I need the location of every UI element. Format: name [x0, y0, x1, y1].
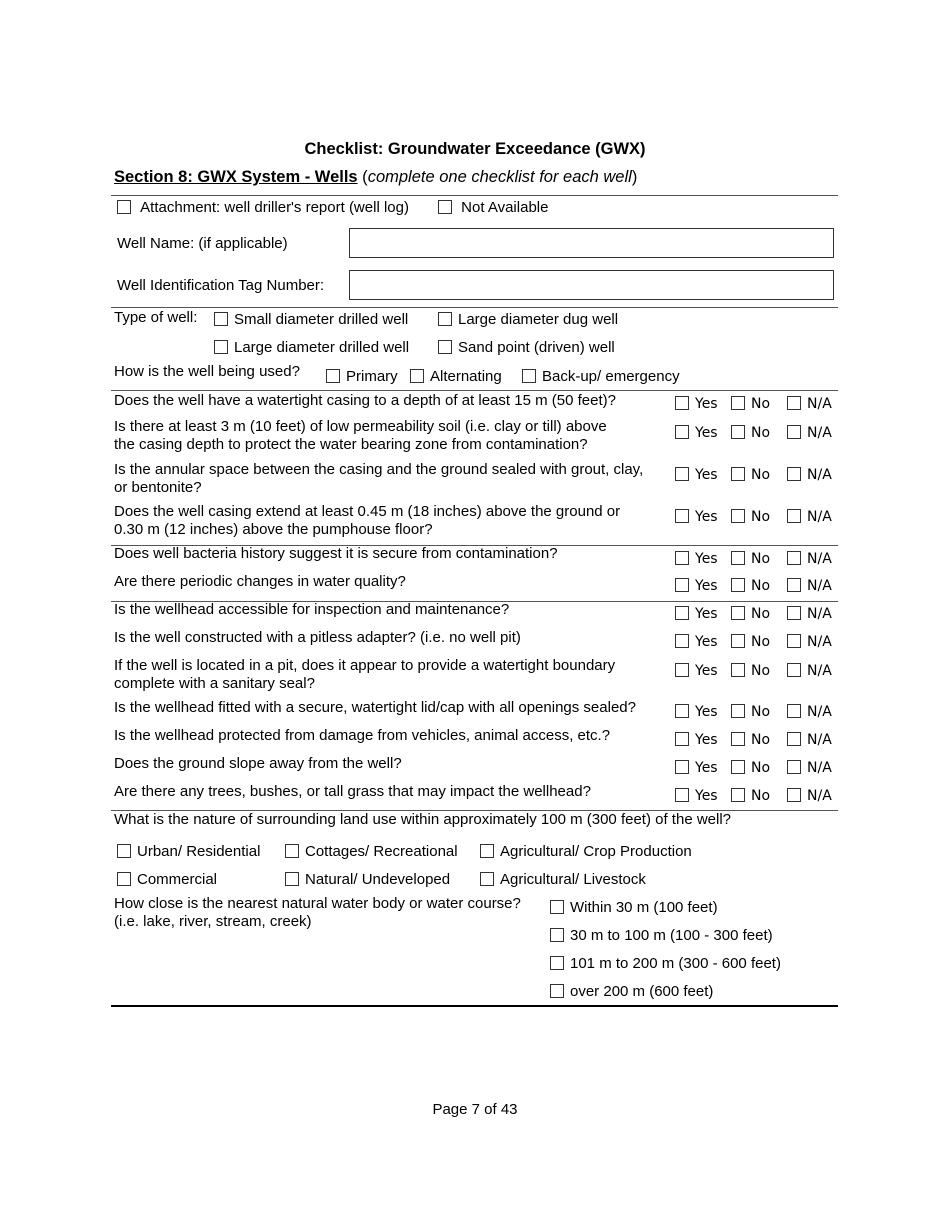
yes-checkbox[interactable] [675, 606, 689, 620]
question-text [114, 699, 669, 717]
usage-option-label: Back-up/ emergency [542, 368, 680, 385]
attachment-checkbox[interactable] [117, 200, 131, 214]
land-use-label: Natural/ Undeveloped [305, 871, 451, 888]
no-checkbox[interactable] [731, 760, 745, 774]
land-cottages-checkbox[interactable] [285, 844, 299, 858]
water-body-label: 101 m to 200 m (300 - 600 feet) [570, 955, 781, 972]
na-checkbox[interactable] [787, 634, 801, 648]
usage-option-label: Primary [346, 368, 398, 385]
answer-option [787, 425, 832, 441]
no-checkbox[interactable] [731, 396, 745, 410]
answer-label: No [751, 634, 771, 650]
question-line: Is the wellhead protected from damage from vehicles, animal access, etc.? [114, 727, 611, 744]
well-tag-field[interactable] [349, 270, 834, 300]
answer-option [787, 578, 832, 594]
usage-option [410, 368, 502, 386]
not-available-row [438, 199, 548, 217]
answer-option [787, 704, 832, 720]
no-checkbox[interactable] [731, 551, 745, 565]
question-line: Is the wellhead fitted with a secure, watertight lid/cap with all openings sealed? [114, 699, 636, 716]
land-use-option [117, 843, 260, 861]
na-checkbox[interactable] [787, 606, 801, 620]
question-text [114, 392, 669, 410]
answer-label: No [751, 760, 771, 776]
land-use-label: Urban/ Residential [137, 843, 261, 860]
yes-checkbox[interactable] [675, 425, 689, 439]
water-body-label: 30 m to 100 m (100 - 300 feet) [570, 927, 773, 944]
answer-option [731, 704, 770, 720]
answer-label: No [751, 467, 771, 483]
na-checkbox[interactable] [787, 732, 801, 746]
land-use-option [285, 871, 450, 889]
answer-option [675, 578, 718, 594]
question-line: complete with a sanitary seal? [114, 675, 315, 692]
answer-label: Yes [695, 704, 718, 720]
answer-label: Yes [695, 425, 718, 441]
usage-backup-checkbox[interactable] [522, 369, 536, 383]
no-checkbox[interactable] [731, 606, 745, 620]
answer-option [787, 396, 832, 412]
usage-primary-checkbox[interactable] [326, 369, 340, 383]
no-checkbox[interactable] [731, 578, 745, 592]
page-number: Page 7 of 43 [432, 1101, 518, 1118]
answer-option [731, 578, 770, 594]
answer-option [787, 760, 832, 776]
section-note: complete one checklist for each well [367, 168, 632, 186]
question-text [114, 601, 669, 619]
answer-label: Yes [695, 578, 718, 594]
na-checkbox[interactable] [787, 663, 801, 677]
water-body-question: How close is the nearest natural water body or water course? [114, 895, 521, 912]
yes-checkbox[interactable] [675, 551, 689, 565]
no-checkbox[interactable] [731, 467, 745, 481]
divider [111, 195, 838, 196]
well-tag-label: Well Identification Tag Number: [117, 277, 325, 294]
land-use-option [480, 843, 692, 861]
answer-option [731, 606, 770, 622]
answer-label: Yes [695, 551, 718, 567]
type-option [438, 339, 615, 357]
type-option-label: Large diameter drilled well [234, 339, 410, 356]
question-text [114, 727, 669, 745]
type-small-drilled-checkbox[interactable] [214, 312, 228, 326]
land-use-label: Cottages/ Recreational [305, 843, 458, 860]
question-line: Does well bacteria history suggest it is secure from contamination? [114, 545, 558, 562]
land-commercial-checkbox[interactable] [117, 872, 131, 886]
na-checkbox[interactable] [787, 760, 801, 774]
water-within-30-checkbox[interactable] [550, 900, 564, 914]
yes-checkbox[interactable] [675, 634, 689, 648]
answer-option [787, 606, 832, 622]
divider [111, 601, 838, 602]
answer-option [731, 634, 770, 650]
type-option-label: Large diameter dug well [458, 311, 619, 328]
divider [111, 1005, 838, 1007]
land-use-question: What is the nature of surrounding land use within approximately 100 m (300 feet) of the well? [114, 811, 732, 828]
water-body-option [550, 983, 713, 1001]
answer-option [675, 396, 718, 412]
answer-option [675, 467, 718, 483]
question-line: Is the well constructed with a pitless adapter? (i.e. no well pit) [114, 629, 521, 646]
question-line: Does the well have a watertight casing to a depth of at least 15 m (50 feet)? [114, 392, 616, 409]
answer-label: N/A [807, 788, 832, 804]
yes-checkbox[interactable] [675, 760, 689, 774]
answer-option [675, 425, 718, 441]
section-note-close: ) [631, 168, 638, 186]
question-line: Is there at least 3 m (10 feet) of low permeability soil (i.e. clay or till) above [114, 418, 607, 435]
water-body-label: over 200 m (600 feet) [570, 983, 714, 1000]
usage-option [326, 368, 398, 386]
usage-option-label: Alternating [430, 368, 502, 385]
na-checkbox[interactable] [787, 704, 801, 718]
question-line: If the well is located in a pit, does it appear to provide a watertight boundary [114, 657, 616, 674]
answer-label: Yes [695, 788, 718, 804]
answer-option [675, 606, 718, 622]
answer-label: N/A [807, 396, 832, 412]
answer-label: N/A [807, 551, 832, 567]
attachment-row [117, 199, 409, 217]
type-option [214, 339, 409, 357]
section-title: Section 8: GWX System - Wells [114, 168, 358, 186]
yes-checkbox[interactable] [675, 509, 689, 523]
question-text [114, 755, 669, 773]
answer-option [787, 732, 832, 748]
well-name-label: Well Name: (if applicable) [117, 235, 288, 252]
no-checkbox[interactable] [731, 704, 745, 718]
answer-option [675, 509, 718, 525]
yes-checkbox[interactable] [675, 467, 689, 481]
yes-checkbox[interactable] [675, 578, 689, 592]
type-option [214, 311, 408, 329]
answer-option [731, 467, 770, 483]
question-line: 0.30 m (12 inches) above the pumphouse floor? [114, 521, 433, 538]
land-natural-checkbox[interactable] [285, 872, 299, 886]
question-line: Does the well casing extend at least 0.45 m (18 inches) above the ground or [114, 503, 621, 520]
answer-option [787, 551, 832, 567]
land-use-label: Agricultural/ Crop Production [500, 843, 692, 860]
answer-label: N/A [807, 509, 832, 525]
land-crop-checkbox[interactable] [480, 844, 494, 858]
water-body-option [550, 927, 773, 945]
no-checkbox[interactable] [731, 634, 745, 648]
type-large-dug-checkbox[interactable] [438, 312, 452, 326]
answer-label: Yes [695, 760, 718, 776]
question-line: Is the annular space between the casing and the ground sealed with grout, clay, [114, 461, 644, 478]
na-checkbox[interactable] [787, 509, 801, 523]
answer-label: Yes [695, 663, 718, 679]
na-checkbox[interactable] [787, 396, 801, 410]
land-use-option [117, 871, 217, 889]
question-line: Are there periodic changes in water quality? [114, 573, 406, 590]
type-of-well-label: Type of well: [114, 309, 198, 326]
question-text [114, 573, 669, 591]
na-checkbox[interactable] [787, 425, 801, 439]
answer-option [731, 551, 770, 567]
answer-option [787, 467, 832, 483]
question-line: Are there any trees, bushes, or tall grass that may impact the wellhead? [114, 783, 591, 800]
well-name-field[interactable] [349, 228, 834, 258]
water-101-200-checkbox[interactable] [550, 956, 564, 970]
no-checkbox[interactable] [731, 509, 745, 523]
answer-option [675, 704, 718, 720]
answer-label: No [751, 788, 771, 804]
answer-option [731, 425, 770, 441]
land-use-option [285, 843, 458, 861]
water-body-option [550, 899, 718, 917]
answer-label: N/A [807, 578, 832, 594]
answer-label: Yes [695, 509, 718, 525]
water-over-200-checkbox[interactable] [550, 984, 564, 998]
answer-option [787, 634, 832, 650]
type-option-label: Sand point (driven) well [458, 339, 615, 356]
answer-option [787, 788, 832, 804]
answer-option [787, 663, 832, 679]
question-line: Is the wellhead accessible for inspection and maintenance? [114, 601, 510, 618]
land-use-option [480, 871, 646, 889]
answer-label: N/A [807, 732, 832, 748]
land-use-label: Commercial [137, 871, 218, 888]
type-option [438, 311, 618, 329]
not-available-label: Not Available [461, 199, 549, 216]
na-checkbox[interactable] [787, 578, 801, 592]
answer-label: N/A [807, 425, 832, 441]
na-checkbox[interactable] [787, 467, 801, 481]
na-checkbox[interactable] [787, 788, 801, 802]
answer-option [731, 663, 770, 679]
land-use-label: Agricultural/ Livestock [500, 871, 646, 888]
answer-label: No [751, 578, 771, 594]
question-text [114, 418, 669, 454]
attachment-label: Attachment: well driller's report (well log) [140, 199, 409, 216]
answer-option [731, 396, 770, 412]
answer-option [675, 663, 718, 679]
answer-label: N/A [807, 704, 832, 720]
water-body-question-note: (i.e. lake, river, stream, creek) [114, 913, 312, 930]
usage-option [522, 368, 680, 386]
no-checkbox[interactable] [731, 663, 745, 677]
answer-option [675, 634, 718, 650]
question-text [114, 545, 669, 563]
not-available-checkbox[interactable] [438, 200, 452, 214]
water-30-100-checkbox[interactable] [550, 928, 564, 942]
answer-option [731, 760, 770, 776]
page-title: Checklist: Groundwater Exceedance (GWX) [304, 140, 646, 158]
answer-label: Yes [695, 467, 718, 483]
question-text [114, 783, 669, 801]
answer-label: No [751, 663, 771, 679]
yes-checkbox[interactable] [675, 663, 689, 677]
answer-option [787, 509, 832, 525]
land-livestock-checkbox[interactable] [480, 872, 494, 886]
answer-label: N/A [807, 606, 832, 622]
answer-label: No [751, 606, 771, 622]
question-line: the casing depth to protect the water bearing zone from contamination? [114, 436, 588, 453]
answer-label: N/A [807, 663, 832, 679]
water-body-option [550, 955, 781, 973]
land-urban-checkbox[interactable] [117, 844, 131, 858]
answer-label: N/A [807, 467, 832, 483]
section-heading [114, 168, 637, 187]
answer-option [675, 760, 718, 776]
answer-option [675, 551, 718, 567]
answer-label: No [751, 396, 771, 412]
answer-option [731, 509, 770, 525]
type-large-drilled-checkbox[interactable] [214, 340, 228, 354]
answer-label: No [751, 704, 771, 720]
answer-option [675, 788, 718, 804]
yes-checkbox[interactable] [675, 396, 689, 410]
answer-option [731, 788, 770, 804]
type-option-label: Small diameter drilled well [234, 311, 409, 328]
question-text [114, 629, 669, 647]
usage-alternating-checkbox[interactable] [410, 369, 424, 383]
answer-label: No [751, 425, 771, 441]
answer-label: No [751, 732, 771, 748]
question-text [114, 503, 669, 539]
water-body-label: Within 30 m (100 feet) [570, 899, 718, 916]
answer-label: No [751, 551, 771, 567]
yes-checkbox[interactable] [675, 704, 689, 718]
no-checkbox[interactable] [731, 425, 745, 439]
usage-label: How is the well being used? [114, 363, 300, 380]
section-note-open: ( [357, 168, 368, 186]
divider [111, 307, 838, 308]
answer-label: Yes [695, 396, 718, 412]
yes-checkbox[interactable] [675, 788, 689, 802]
answer-label: Yes [695, 634, 718, 650]
divider [111, 545, 838, 546]
answer-option [675, 732, 718, 748]
answer-label: No [751, 509, 771, 525]
answer-label: N/A [807, 760, 832, 776]
answer-label: Yes [695, 732, 718, 748]
no-checkbox[interactable] [731, 732, 745, 746]
na-checkbox[interactable] [787, 551, 801, 565]
answer-label: Yes [695, 606, 718, 622]
divider [111, 390, 838, 391]
question-text [114, 657, 669, 693]
question-line: or bentonite? [114, 479, 202, 496]
question-line: Does the ground slope away from the well? [114, 755, 402, 772]
type-sand-point-checkbox[interactable] [438, 340, 452, 354]
answer-label: N/A [807, 634, 832, 650]
no-checkbox[interactable] [731, 788, 745, 802]
yes-checkbox[interactable] [675, 732, 689, 746]
answer-option [731, 732, 770, 748]
question-text [114, 461, 669, 497]
